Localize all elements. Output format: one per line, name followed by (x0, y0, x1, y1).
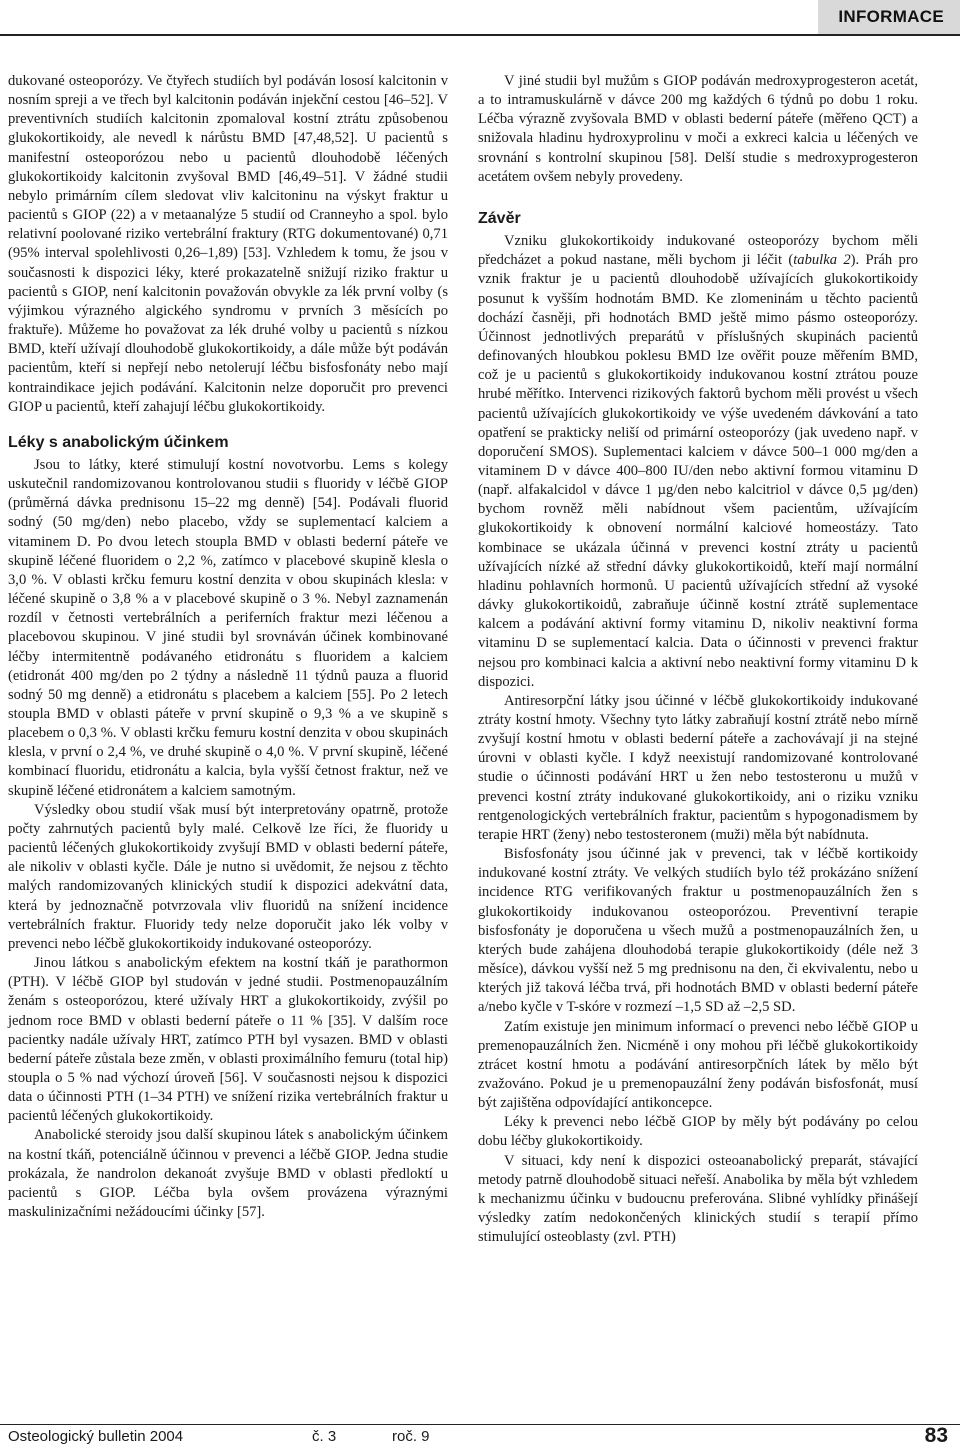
section-heading-anabolic: Léky s anabolickým účinkem (8, 433, 229, 451)
header-rule (0, 34, 960, 36)
paragraph-anabolic-steroids: Anabolické steroidy jsou další skupinou látek s anabolickým účinkem na kostní tkáň, potenciálně účinnou v prevenci a léčbě GIOP. Jedna studie prokázala, že nandrolon dekanoát zvyšuje BMD v oblasti předloktí u pacientů s GIOP. Léčba byla ovšem provázena výraznými maskulinizačními nežádoucími účinky [57]. (8, 1127, 448, 1221)
paragraph-antiresorptive: Antiresorpční látky jsou účinné v léčbě glukokortikoidy indukované ztráty kostní hmoty. Všechny tyto látky zabraňují kostní ztrátě nebo mírně zvyšují kostní hmotu v oblasti bederní páteře a zachovávají ji na stejné úrovni v oblasti kyčle. I když neexistují randomizované kontrolované studie o účinnosti podávání HRT u žen nebo testosteronu u mužů v prevenci kostní ztráty indukované glukokortikoidy, ani o riziku vzniku rentgenologických vertebrálních fraktur, pacientům s hypogonadismem by terapie HRT (ženy) nebo testosteronem (muži) měla být nabídnuta. (478, 692, 918, 843)
table-reference: tabulka 2 (793, 252, 851, 269)
right-column (478, 72, 918, 1247)
issue-number: č. 3 (312, 1428, 337, 1445)
page-footer (0, 1424, 960, 1452)
section-heading-conclusion: Závěr (478, 209, 521, 227)
paragraph-calcitonin: dukované osteoporózy. Ve čtyřech studiích byl podáván lososí kalcitonin v nosním spreji a ve třech byl kalcitonin podáván injekční cestou [46–52]. V preventivních studiích kalcitonin zpomaloval kostní ztrátu způsobenou glukokortikoidy, ale nevedl k nárůstu BMD [47,48,52]. U pacientů s manifestní osteoporózou nebo u pacientů dlouhodobě léčených glukokortikoidy kalcitonin zvyšoval BMD [46,49–51]. V žádné studii nebylo primárním cílem sledovat vliv kalcitoninu na výskyt fraktur u pacientů s GIOP (22) a v metaanalýze 5 studií od Cranneyho a spol. bylo relativní poolované riziko vertebrální fraktury (RTG dokumentované) 0,71 (95% interval spolehlivosti 0,26–1,89) [53]. Vzhledem k tomu, že jsou v současnosti k dispozici léky, které prokazatelně snižují riziko fraktur u pacientů s GIOP, není kalcitonin považován obvykle za lék první volby (s výjimkou výrazného algického syndromu v prvních 3 měsících po fraktuře). Můžeme ho považovat za lék druhé volby u pacientů s nízkou BMD, kteří užívají dlouhodobě glukokortikoidy, a dále může být podáván pacientům, kteří si nepřejí nebo netolerují léčbu bisfosfonáty nebo mají kontraindikace jejich podávání. Kalcitonin nelze doporučit pro prevenci GIOP u pacientů, kteří zahajují léčbu glukokortikoidy. (8, 73, 448, 415)
paragraph-medroxyprogesterone: V jiné studii byl mužům s GIOP podáván medroxyprogesteron acetát, a to intramuskulárně v dávce 200 mg každých 6 týdnů po dobu 1 roku. Léčba výrazně zvyšovala BMD v oblasti bederní páteře (měřeno QCT) a snižovala hladinu hydroxyprolinu v moči a exkreci kalcia u léčených ve srovnání s kontrolní skupinou [58]. Delší studie s medroxyprogesteron acetátem ovšem nebyly provedeny. (478, 73, 918, 185)
conclusion-text-rest: ). Práh pro vznik fraktur je u pacientů dlouhodobě užívajících glukokortikoidy posunut k vyšším hodnotám BMD. Ke zlomeninám u těchto pacientů dochází časněji, při hodnotách BMD ještě mimo pásmo osteoporózy. Účinnost jednotlivých preparátů v příslušných skupinách pacientů definovaných hloubkou poklesu BMD lze ověřit pouze měřením BMD, což je u pacientů s glukokortikoidy indukovanou kostní ztrátou pouze hrubé měřítko. Intervenci rizikových faktorů bychom měli provést u všech pacientů užívajících glukokortikoidy ve výše uvedeném dávkování a tato opatření se prakticky neliší od primární osteoporózy (jak uvedeno např. v doporučení SMOS). Suplementaci kalciem v dávce 500–1 000 mg/den a vitaminem D v dávce 400–800 IU/den nebo aktivní formou vitaminu D (např. alfakalcidol v dávce 1 µg/den nebo kalcitriol v dávce 0,5 µg/den) bychom rovněž měli nabídnout všem pacientům, užívajícím glukokortikoidy k obnovení normální kalciové homeostázy. Tato kombinace se ukázala účinná v prevenci kostní ztráty u pacientů užívajících nízké až střední dávky glukokortikoidů, kteří mají normální hladinu pohlavních hormonů. U pacientů užívajících střední až vysoké dávky glukokortikoidů, zabraňuje účinně kostní ztrátě suplementace kalcem a podávání aktivní formy vitaminu D, nikoliv neaktivní forma vitaminu D se suplementací kalcia. Data o účinnosti v prevenci fraktur nejsou pro kombinaci kalcia a aktivní nebo neaktivní formy vitaminu D k dispozici. (478, 252, 918, 690)
left-column (8, 72, 448, 1222)
page-header (0, 0, 960, 36)
section-label: INFORMACE (818, 0, 960, 34)
page-number: 83 (924, 1424, 948, 1447)
paragraph-conclusion-intro (478, 232, 918, 692)
paragraph-premenopausal: Zatím existuje jen minimum informací o prevenci nebo léčbě GIOP u premenopauzálních žen. Nicméně i ony mohou při léčbě glukokortikoidy ztrácet kostní hmotu a podávání antiresorpčních látek by mělo být zvažováno. Pokud je u premenopauzální ženy podáván bisfosfonát, musí být zajištěna odpovídající antikoncepce. (478, 1018, 918, 1112)
paragraph-bisphosphonates: Bisfosfonáty jsou účinné jak v prevenci, tak v léčbě kortikoidy indukované kostní ztráty. Ve velkých studiích bylo též prokázáno snížení incidence RTG verifikovaných fraktur u postmenopauzálních žen s glukokortikoidy indukovanou osteoporózou. Preventivní terapie bisfosfonáty je doporučena u všech mužů a postmenopauzálních žen, u kterých bude zahájena dlouhodobá terapie glukokortikoidy (déle než 3 měsíce), dávkou vyšší než 5 mg prednisonu na den, či ekvivalentu, nebo u kterých již taková léčba trvá, při hodnotách BMD v oblasti bederní páteře a/nebo kyčle v T-skóre v rozmezí –1,5 SD až –2,5 SD. (478, 846, 918, 1016)
paragraph-fluoride-studies: Jsou to látky, které stimulují kostní novotvorbu. Lems s kolegy uskutečnil randomizovanou kontrolovanou studii s fluoridy v léčbě GIOP (průměrná dávka prednisonu 15–22 mg denně) [54]. Podávali fluorid sodný (50 mg/den) nebo placebo, vždy se suplementací kalciem a vitaminem D. Po dvou letech stoupla BMD v oblasti bederní páteře ve skupině léčené fluoridem o 2,2 %, zatímco v placebové skupině klesla o 3,0 %. V oblasti krčku femuru kostní denzita v obou skupinách klesla: v léčené skupině o 3,8 % a v placebové skupině o 3 %. Nebyl zaznamenán rozdíl v četnosti vertebrálních a periferních fraktur mezi léčenou a placebovou skupinou. V jiné studii byl srovnáván účinek kombinované léčby intermitentně podávaného etidronátu s fluoridem a kalciem (etidronát 400 mg/den po 2 týdny a následně 11 týdnů pauza a fluorid sodný 50 mg denně) a etidronátu s placebem a kalciem [55]. Po 2 letech stoupla BMD v oblasti páteře v první skupině o 9,3 % a ve skupině s placebem o 0,3 %. V oblasti krčku femuru kostní denzita v obou skupinách klesla, v první o 2,4 %, ve druhé skupině o 4,0 %. V první skupině, léčené kombinací fluoridu, etidronátu a kalcia, byla vyšší četnost fraktur, než ve skupině léčené etidronátem a kalciem samotným. (8, 456, 448, 799)
paragraph-outlook: V situaci, kdy není k dispozici osteoanabolický preparát, stávající metody patrně dlouhodobě situaci neřeší. Anabolika by měla být vzhledem k mechanizmu účinku v budoucnu preferována. Slibné vyhlídky přinášejí výsledky zatím nedokončených klinických studií s terapií přímo stimulující osteoblasty (zvl. PTH) (478, 1152, 918, 1246)
journal-name: Osteologický bulletin 2004 (8, 1428, 184, 1445)
paragraph-fluoride-conclusion: Výsledky obou studií však musí být interpretovány opatrně, protože počty zahrnutých pacientů byly malé. Celkově lze říci, že fluoridy u pacientů léčených glukokortikoidy zvyšují BMD v oblasti bederní páteře, ale nikoliv v oblasti kyčle. Dále je nutno si uvědomit, že nejsou z těchto malých randomizovaných klinických studií k dispozici adekvátní data, která by jednoznačně potvrzovala vliv fluoridů na snížení incidence vertebrálních fraktur. Fluoridy tedy nelze doporučit jako lék volby v prevenci nebo léčbě glukokortikoidy indukované osteoporózy. (8, 801, 448, 952)
paragraph-pth: Jinou látkou s anabolickým efektem na kostní tkáň je parathormon (PTH). V léčbě GIOP byl studován v jedné studii. Postmenopauzálním ženám s osteoporózou, které užívaly HRT a glukokortikoidy, zvýšil po jednom roce BMD v oblasti bederní páteře o 11 % [35]. V dalším roce pacientky nadále užívaly HRT, zatímco PTH byl vysazen. BMD v oblasti bederní páteře zůstala beze změn, v oblasti proximálního femuru (total hip) stoupla o 5 % nad výchozí úroveň [56]. V současnosti nejsou k dispozici data o účinnosti PTH (1–34 PTH) ve snížení rizika vertebrálních fraktur u pacientů léčených glukokortikoidy. (8, 955, 448, 1125)
conclusion-text-start: Vzniku glukokortikoidy indukované osteoporózy bychom měli předcházet a pokud nastane, měli bychom ji léčit ( (478, 233, 918, 269)
paragraph-duration: Léky k prevenci nebo léčbě GIOP by měly být podávány po celou dobu léčby glukokortikoidy. (478, 1114, 918, 1150)
volume-number: roč. 9 (392, 1428, 430, 1445)
footer-rule (0, 1424, 960, 1425)
